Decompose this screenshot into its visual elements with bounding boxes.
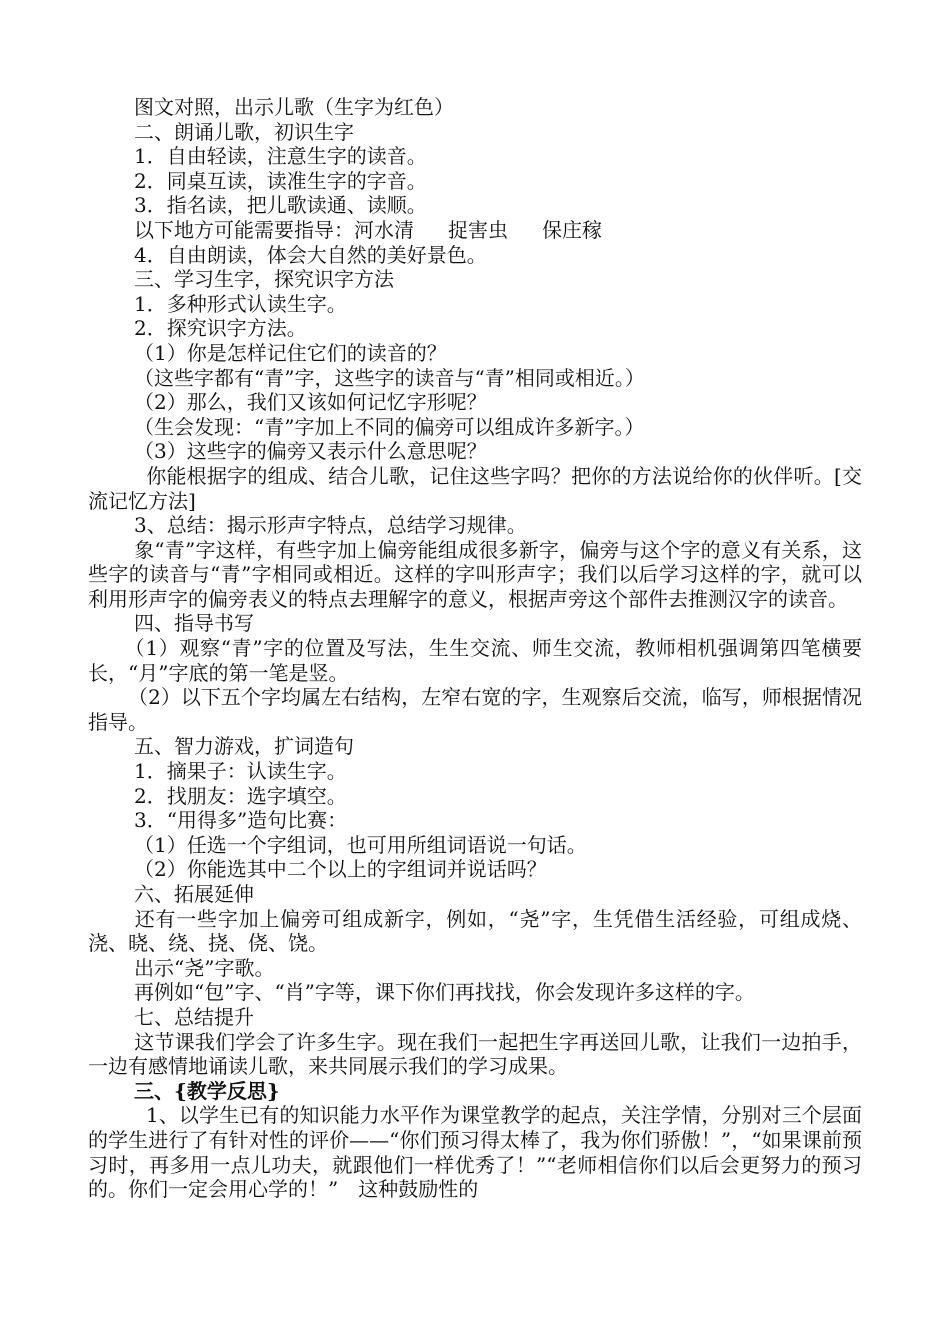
paragraph-text: 象“青”字这样，有些字加上偏旁能组成很多新字，偏旁与这个字的意义有关系，这些字的读音与“青”字相同或相近。这样的字叫形声字；我们以后学习这样的字，就可以利用形声字的偏旁表义的特点去理解字的意义，根据声旁这个部件去推测汉字的读音。 [88,537,862,611]
guidance-word: 捉害虫 [448,217,508,242]
text-line: 4．自由朗读，体会大自然的美好景色。 [134,242,487,267]
paragraph-text: 1、以学生已有的知识能力水平作为课堂教学的起点，关注学情，分别对三个层面的学生进行了有针对性的评价——“你们预习得太棒了，我为你们骄傲！”，“如果课前预习时，再多用一点儿功夫，就跟他们一样优秀了！”“老师相信你们以后会更努力的预习的。你们一定会用心学的！” 这种鼓励性的 [88,1103,862,1202]
paragraph-text: （2）以下五个字均属左右结构，左窄右宽的字，生观察后交流，临写，师根据情况指导。 [88,685,862,734]
paragraph-text: 这节课我们学会了许多生字。现在我们一起把生字再送回儿歌，让我们一边拍手，一边有感情地诵读儿歌，来共同展示我们的学习成果。 [88,1029,862,1079]
text-line [88,218,862,243]
section-heading: 五、智力游戏，扩词造句 [134,734,354,759]
text-line: 3．“用得多”造句比赛： [134,808,348,833]
paragraph-text: 你能根据字的组成、结合儿歌，记住这些字吗？把你的方法说给你的伙伴听。[交流记忆方法] [88,463,862,513]
text-paragraph [88,685,862,734]
reflection-heading: 三、{教学反思} [134,1078,280,1103]
text-line: （3）这些字的偏旁又表示什么意思呢？ [134,439,487,464]
text-line: （2）那么，我们又该如何记忆字形呢？ [134,390,487,415]
section-heading: 七、总结提升 [134,1004,254,1029]
text-line: （生会发现：“青”字加上不同的偏旁可以组成许多新字。） [134,414,645,439]
text-line: （1）任选一个字组词，也可用所组词语说一句话。 [134,832,587,857]
text-paragraph [88,907,862,956]
text-line: 1．自由轻读，注意生字的读音。 [134,144,427,169]
guidance-intro: 以下地方可能需要指导：河水清 [134,217,414,242]
text-line: 图文对照，出示儿歌（生字为红色） [134,95,454,119]
document-body [88,95,862,1202]
text-paragraph [88,636,862,685]
text-line: 2．找朋友：选字填空。 [134,783,347,808]
text-line: 3、总结：揭示形声字特点，总结学习规律。 [134,513,527,538]
section-heading: 六、拓展延伸 [134,882,254,906]
paragraph-text: 还有一些字加上偏旁可组成新字，例如，“尧”字，生凭借生活经验，可组成烧、浇、晓、绕、挠、侥、饶。 [88,906,862,956]
paragraph-text: （1）观察“青”字的位置及写法，生生交流、师生交流，教师相机强调第四笔横要长，“月”字底的第一笔是竖。 [88,636,862,685]
text-line: （2）你能选其中二个以上的字组词并说话吗？ [134,857,547,882]
text-paragraph [88,538,862,612]
section-heading: 二、朗诵儿歌，初识生字 [134,119,354,144]
section-heading: 四、指导书写 [134,611,254,636]
text-line: 出示“尧”字歌。 [134,955,275,980]
text-line: 再例如“包”字、“肖”字等，课下你们再找找，你会发现许多这样的字。 [134,980,755,1005]
text-line: 2．探究识字方法。 [134,316,307,341]
text-line: 3．指名读，把儿歌读通、读顺。 [134,193,427,218]
text-line: （这些字都有“青”字，这些字的读音与“青”相同或相近。） [134,365,645,390]
text-paragraph [88,1103,862,1201]
text-line: 2．同桌互读，读准生字的字音。 [134,168,427,193]
text-line: 1．摘果子：认读生字。 [134,759,347,784]
text-line: 1．多种形式认读生字。 [134,291,347,316]
text-paragraph [88,1030,862,1079]
guidance-word: 保庄稼 [542,217,602,242]
text-paragraph [88,464,862,513]
section-heading: 三、学习生字，探究识字方法 [134,267,394,292]
text-line: （1）你是怎样记住它们的读音的？ [134,340,447,365]
